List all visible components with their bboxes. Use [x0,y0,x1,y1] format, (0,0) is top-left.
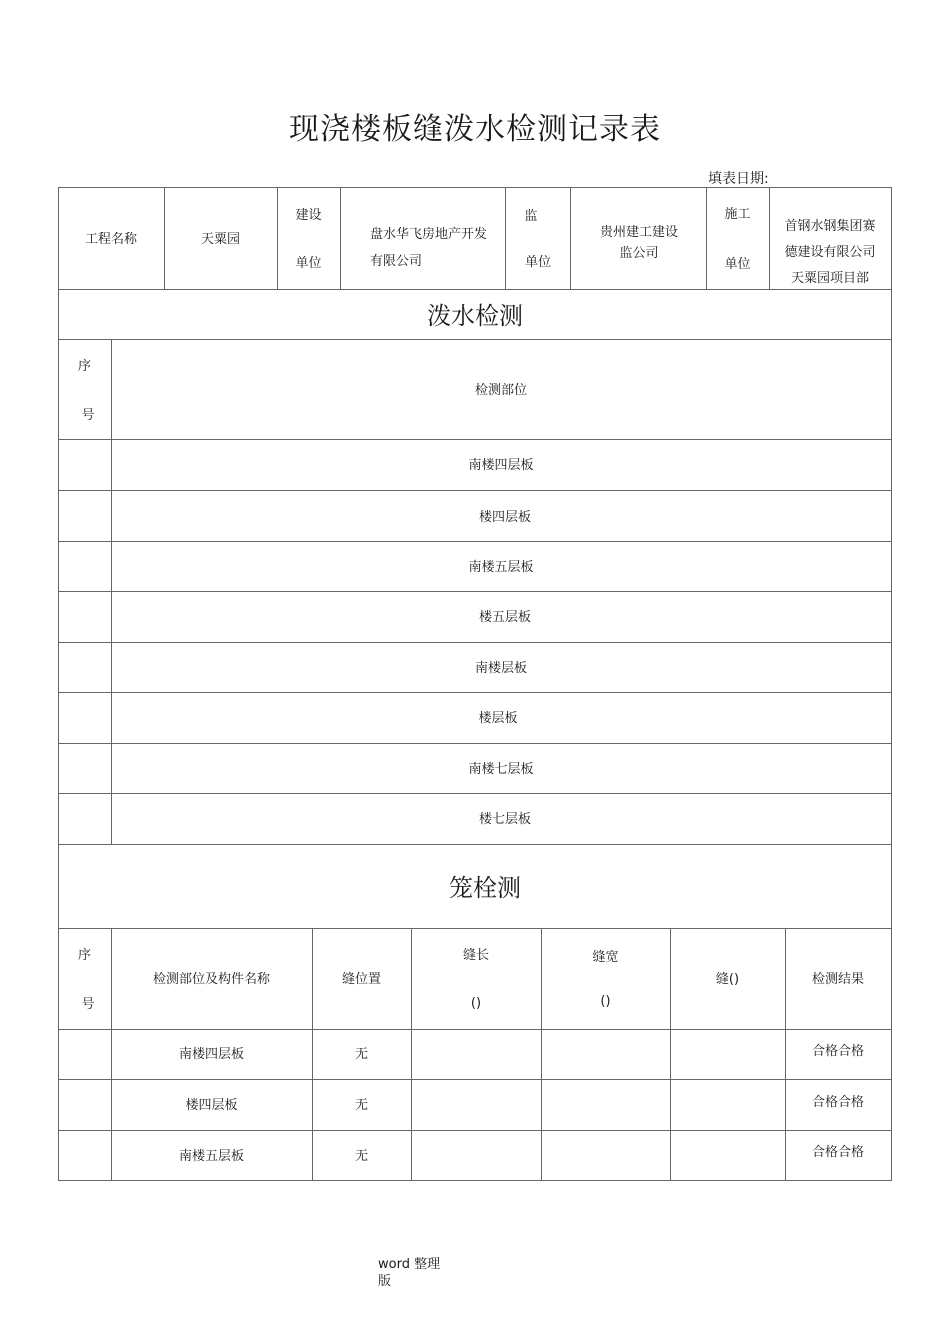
section1-row: 南楼四层板 [468,458,534,473]
section2-row-component: 楼四层板 [185,1098,238,1113]
section2-row-position: 无 [354,1098,368,1113]
section2-length-header-line1: 缝长 [462,948,489,963]
section1-row: 南楼五层板 [468,560,534,575]
supervisor-value: 贵州建工建设监公司 [599,225,678,261]
section1-row: 楼七层板 [478,812,531,827]
builder-label-line2: 单位 [295,256,322,271]
section2-row-component: 南楼五层板 [178,1149,244,1164]
contractor-value-line1: 首钢水钢集团赛 [784,219,876,234]
builder-value: 盘水华飞房地产开发有限公司 [370,227,488,269]
section2-seq-header-line1: 序 [77,948,91,963]
section1-title: 泼水检测 [427,302,523,330]
section1-row: 楼四层板 [478,510,531,525]
supervisor-label-line2: 单位 [524,255,551,270]
section2-title: 笼栓测 [449,874,521,902]
section1-seq-header-line1: 序 [77,359,91,374]
section1-location-header: 检测部位 [474,383,527,398]
section1-row: 楼层板 [478,711,518,726]
section2-seq-header-line2: 号 [81,997,95,1012]
section2-row-result: 合格合格 [811,1095,864,1110]
project-name-label: 工程名称 [84,232,137,247]
section1-seq-header-line2: 号 [81,408,95,423]
section1-row: 南楼层板 [474,661,527,676]
section2-component-header: 检测部位及构件名称 [152,972,270,987]
footer-line1: word 整理 [378,1257,441,1272]
section2-row-result: 合格合格 [811,1145,864,1160]
supervisor-label-line1: 监 [524,209,538,224]
section2-row-result: 合格合格 [811,1044,864,1059]
section2-result-header: 检测结果 [811,972,864,987]
contractor-label-line2: 单位 [724,257,751,272]
section2-length-header-line2: () [470,996,482,1011]
contractor-label-line1: 施工 [724,207,751,222]
section2-row-position: 无 [354,1149,368,1164]
section2-row-position: 无 [354,1047,368,1062]
contractor-value-line3: 天粟园项目部 [790,271,869,286]
section2-row-component: 南楼四层板 [178,1047,244,1062]
section2-width-header-line2: () [600,994,611,1009]
document-title: 现浇楼板缝泼水检测记录表 [289,112,661,147]
footer-note [378,1256,448,1290]
section1-row: 楼五层板 [478,610,531,625]
builder-label-line1: 建设 [295,208,322,223]
footer-line2: 版 [378,1274,392,1289]
section2-position-header: 缝位置 [341,972,381,987]
section2-width-header-line1: 缝宽 [592,950,619,965]
fill-date-label: 填表日期: [708,171,769,187]
section1-row: 南楼七层板 [468,762,534,777]
section2-depth-header: 缝() [715,972,740,987]
project-name-value: 天粟园 [200,232,240,247]
contractor-value-line2: 德建设有限公司 [784,245,876,260]
